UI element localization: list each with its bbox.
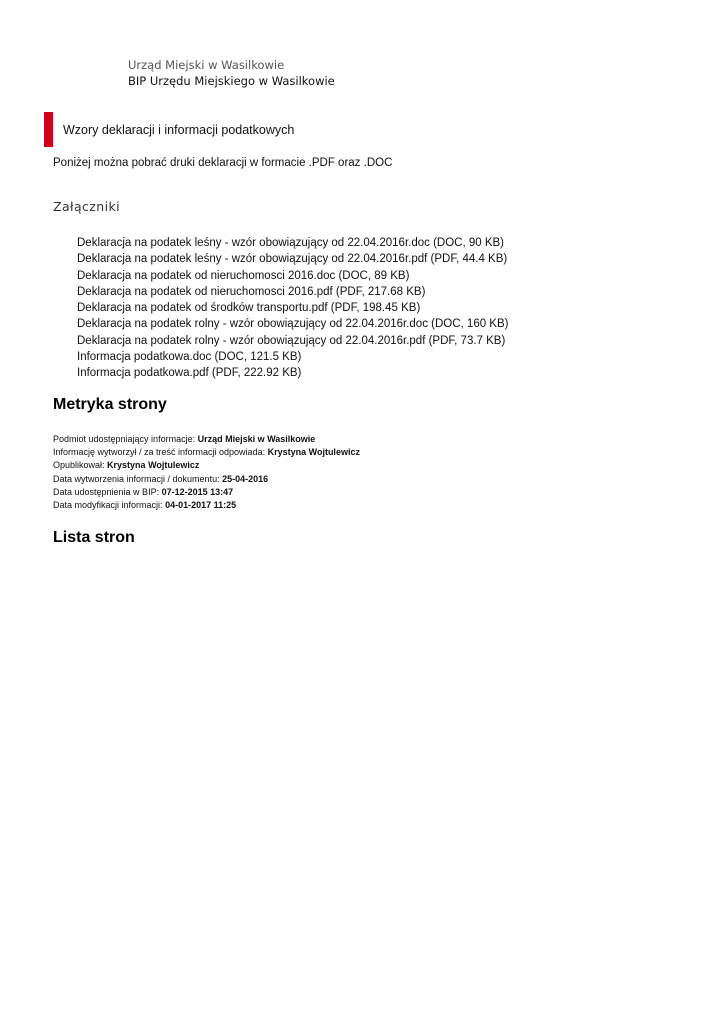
title-accent-bar — [44, 112, 53, 147]
meta-label: Podmiot udostępniający informacje: — [53, 434, 196, 444]
meta-row — [53, 499, 360, 512]
meta-value: 04-01-2017 11:25 — [165, 500, 237, 511]
meta-label: Data wytworzenia informacji / dokumentu: — [53, 473, 220, 484]
attachment-link[interactable]: Deklaracja na podatek leśny - wzór obowiązujący od 22.04.2016r.pdf (PDF, 44.4 KB) — [77, 253, 508, 266]
metryka-title: Metryka strony — [53, 396, 167, 413]
meta-label: Data udostępnienia w BIP: — [53, 486, 160, 497]
page-title: Wzory deklaracji i informacji podatkowych — [63, 122, 295, 137]
bip-name: BIP Urzędu Miejskiego w Wasilkowie — [128, 74, 335, 88]
meta-value: 07-12-2015 13:47 — [161, 486, 234, 497]
org-name: Urząd Miejski w Wasilkowie — [128, 58, 285, 72]
lista-stron-title: Lista stron — [53, 529, 135, 546]
site-header — [128, 58, 335, 89]
attachment-link[interactable]: Deklaracja na podatek rolny - wzór obowiązujący od 22.04.2016r.doc (DOC, 160 KB) — [77, 318, 509, 331]
attachment-link[interactable]: Deklaracja na podatek od nieruchomosci 2016.doc (DOC, 89 KB) — [77, 269, 410, 282]
meta-row — [53, 446, 360, 459]
meta-row — [53, 473, 360, 486]
attachment-link[interactable]: Deklaracja na podatek od nieruchomosci 2016.pdf (PDF, 217.68 KB) — [77, 285, 426, 298]
meta-row — [53, 486, 360, 499]
meta-value: Krystyna Wojtulewicz — [267, 447, 360, 458]
meta-label: Data modyfikacji informacji: — [53, 500, 163, 511]
attachment-link[interactable]: Deklaracja na podatek rolny - wzór obowiązujący od 22.04.2016r.pdf (PDF, 73.7 KB) — [77, 334, 506, 347]
meta-row — [53, 433, 360, 446]
intro-text: Poniżej można pobrać druki deklaracji w formacie .PDF oraz .DOC — [53, 157, 393, 169]
meta-row — [53, 459, 360, 472]
meta-label: Informację wytworzył / za treść informacji odpowiada: — [53, 447, 266, 458]
attachments-list — [77, 235, 508, 382]
attachment-link[interactable]: Informacja podatkowa.doc (DOC, 121.5 KB) — [77, 351, 302, 364]
meta-value: Urząd Miejski w Wasilkowie — [197, 434, 316, 444]
meta-value: 25-04-2016 — [222, 473, 269, 484]
meta-value: Krystyna Wojtulewicz — [107, 460, 200, 471]
attachment-link[interactable]: Informacja podatkowa.pdf (PDF, 222.92 KB) — [77, 367, 302, 380]
meta-label: Opublikował: — [53, 460, 105, 471]
attachments-heading: Załączniki — [53, 199, 120, 214]
metryka-list — [53, 433, 360, 512]
attachment-link[interactable]: Deklaracja na podatek leśny - wzór obowiązujący od 22.04.2016r.doc (DOC, 90 KB) — [77, 237, 505, 249]
attachment-link[interactable]: Deklaracja na podatek od środków transportu.pdf (PDF, 198.45 KB) — [77, 302, 421, 315]
page-title-block — [44, 112, 294, 147]
